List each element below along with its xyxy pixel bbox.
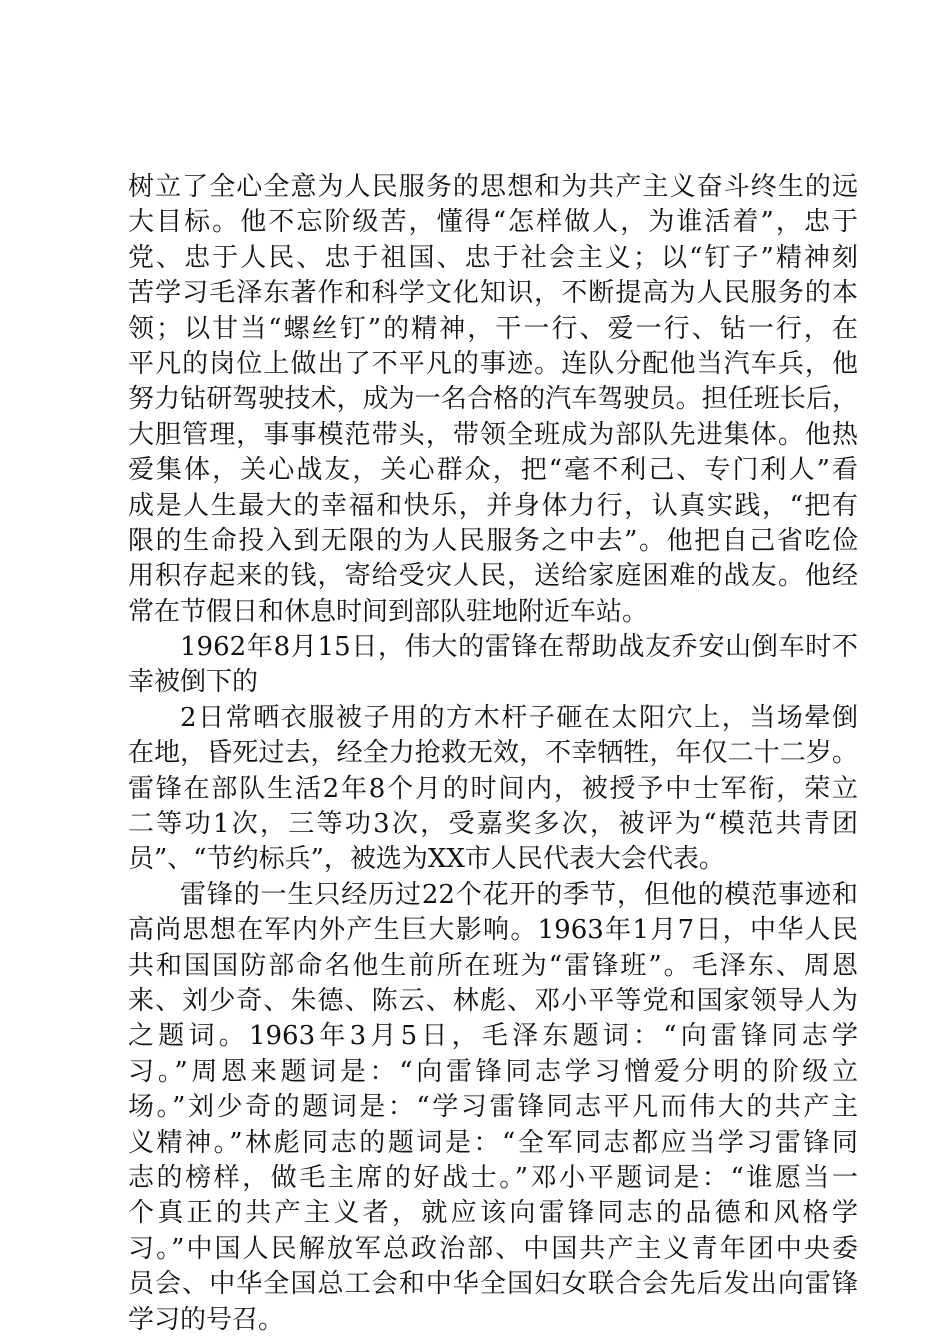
text-line: 常在节假日和休息时间到部队驻地附近车站。 — [128, 596, 649, 627]
text-line: 1962年8月15日，伟大的雷锋在帮助战友乔安山倒车时不 — [180, 632, 858, 663]
paragraph — [128, 630, 858, 701]
text-line: 2日常晒衣服被子用的方木杆子砸在太阳穴上，当场晕倒 — [180, 702, 858, 733]
paragraph — [128, 170, 858, 630]
text-line: 平凡的岗位上做出了不平凡的事迹。连队分配他当汽车兵，他 — [128, 348, 858, 379]
text-line: 党、忠于人民、忠于祖国、忠于社会主义；以“钉子”精神刻 — [128, 242, 858, 273]
text-line: 义精神。”林彪同志的题词是：“全军同志都应当学习雷锋同 — [128, 1127, 858, 1158]
text-line: 员”、“节约标兵”，被选为XX市人民代表大会代表。 — [128, 844, 725, 875]
text-line: 习。”周恩来题词是：“向雷锋同志学习憎爱分明的阶级立 — [128, 1056, 858, 1087]
text-line: 爱集体，关心战友，关心群众，把“毫不利己、专门利人”看 — [128, 455, 858, 486]
text-line: 二等功1次，三等功3次，受嘉奖多次，被评为“模范共青团 — [128, 809, 858, 840]
text-line: 之题词。1963年3月5日，毛泽东题词：“向雷锋同志学 — [128, 1021, 858, 1052]
text-line: 员会、中华全国总工会和中华全国妇女联合会先后发出向雷锋 — [128, 1269, 858, 1300]
text-line: 场。”刘少奇的题词是：“学习雷锋同志平凡而伟大的共产主 — [128, 1092, 858, 1123]
text-line: 雷锋的一生只经历过22个花开的季节，但他的模范事迹和 — [180, 879, 858, 910]
text-line: 领；以甘当“螺丝钉”的精神，干一行、爱一行、钻一行，在 — [128, 313, 858, 344]
text-line: 学习的号召。 — [128, 1304, 285, 1335]
text-line: 来、刘少奇、朱德、陈云、林彪、邓小平等党和国家领导人为 — [128, 985, 858, 1016]
text-line: 苦学习毛泽东著作和科学文化知识，不断提高为人民服务的本 — [128, 278, 858, 309]
text-line: 用积存起来的钱，寄给受灾人民，送给家庭困难的战友。他经 — [128, 561, 858, 592]
text-line: 高尚思想在军内外产生巨大影响。1963年1月7日，中华人民 — [128, 915, 858, 946]
text-line: 雷锋在部队生活2年8个月的时间内，被授予中士军衔，荣立 — [128, 773, 858, 804]
paragraph — [128, 878, 858, 1338]
body-text — [128, 170, 858, 1338]
text-line: 树立了全心全意为人民服务的思想和为共产主义奋斗终生的远 — [128, 172, 858, 202]
text-line: 限的生命投入到无限的为人民服务之中去”。他把自己省吃俭 — [128, 525, 858, 556]
text-line: 大目标。他不忘阶级苦，懂得“怎样做人，为谁活着”，忠于 — [128, 207, 858, 238]
text-line: 习。”中国人民解放军总政治部、中国共产主义青年团中央委 — [128, 1233, 858, 1264]
text-line: 志的榜样，做毛主席的好战士。”邓小平题词是：“谁愿当一 — [128, 1162, 858, 1193]
paragraph — [128, 701, 858, 878]
text-line: 努力钻研驾驶技术，成为一名合格的汽车驾驶员。担任班长后， — [128, 384, 858, 415]
text-line: 在地，昏死过去，经全力抢救无效，不幸牺牲，年仅二十二岁。 — [128, 738, 858, 769]
text-line: 共和国国防部命名他生前所在班为“雷锋班”。毛泽东、周恩 — [128, 950, 858, 981]
text-line: 大胆管理，事事模范带头，带领全班成为部队先进集体。他热 — [128, 419, 858, 450]
text-line: 幸被倒下的 — [128, 667, 259, 698]
text-line: 个真正的共产主义者，就应该向雷锋同志的品德和风格学 — [128, 1198, 858, 1229]
text-line: 成是人生最大的幸福和快乐，并身体力行，认真实践，“把有 — [128, 490, 858, 521]
